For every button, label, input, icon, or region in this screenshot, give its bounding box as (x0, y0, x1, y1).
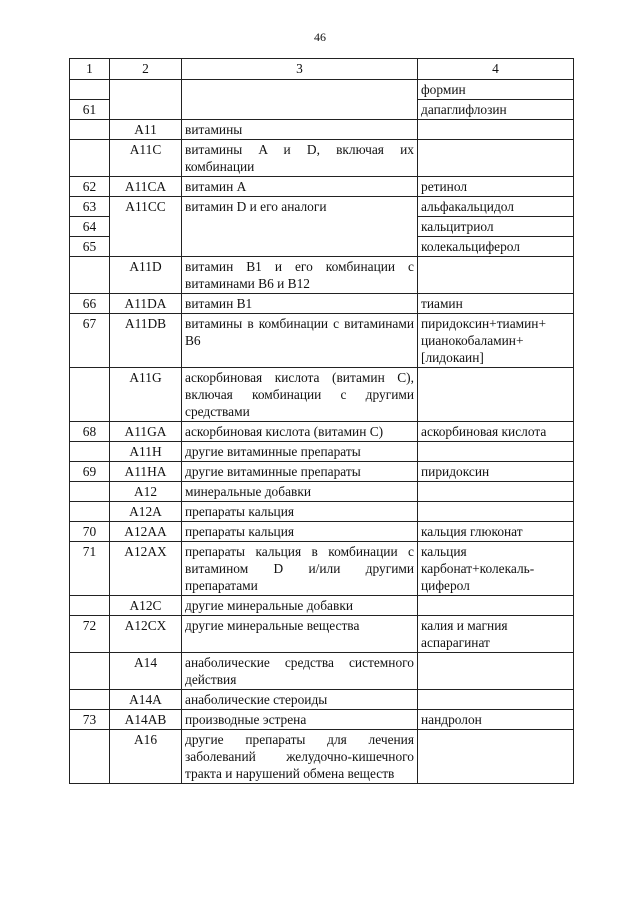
group-cell: препараты кальция в комбинации с витамином D и/или другими препаратами (182, 542, 418, 596)
table-row (70, 197, 574, 217)
group-cell: анаболические стероиды (182, 690, 418, 710)
table-row (70, 257, 574, 294)
group-cell: другие минеральные вещества (182, 616, 418, 653)
code-cell: A12 (110, 482, 182, 502)
table-row (70, 314, 574, 368)
table-row (70, 120, 574, 140)
group-cell: препараты кальция (182, 522, 418, 542)
drug-cell: нандролон (418, 710, 574, 730)
table-row (70, 616, 574, 653)
table-row (70, 596, 574, 616)
row-number-cell: 69 (70, 462, 110, 482)
code-cell: A12A (110, 502, 182, 522)
header-cell: 3 (182, 59, 418, 80)
row-number-cell: 68 (70, 422, 110, 442)
code-cell: A11DB (110, 314, 182, 368)
drug-cell: ретинол (418, 177, 574, 197)
code-cell: A11D (110, 257, 182, 294)
table-row (70, 294, 574, 314)
row-number-cell (70, 596, 110, 616)
code-cell: A11DA (110, 294, 182, 314)
drug-cell: формин (418, 80, 574, 100)
header-cell: 2 (110, 59, 182, 80)
code-cell: A14 (110, 653, 182, 690)
code-cell: A14A (110, 690, 182, 710)
group-cell: витамин A (182, 177, 418, 197)
row-number-cell (70, 502, 110, 522)
drug-cell (418, 690, 574, 710)
row-number-cell (70, 120, 110, 140)
code-cell: A12C (110, 596, 182, 616)
group-cell: минеральные добавки (182, 482, 418, 502)
table-row (70, 80, 574, 100)
code-cell: A11G (110, 368, 182, 422)
row-number-cell: 63 (70, 197, 110, 217)
drug-cell: аскорбиновая кислота (418, 422, 574, 442)
code-cell (110, 80, 182, 120)
page-number: 46 (314, 30, 326, 44)
group-cell: производные эстрена (182, 710, 418, 730)
code-cell: A16 (110, 730, 182, 784)
row-number-cell (70, 442, 110, 462)
table-row (70, 502, 574, 522)
drug-table (69, 58, 574, 784)
row-number-cell (70, 730, 110, 784)
drug-cell (418, 596, 574, 616)
group-cell: аскорбиновая кислота (витамин C), включая комбинации с другими средствами (182, 368, 418, 422)
drug-cell: тиамин (418, 294, 574, 314)
row-number-cell: 66 (70, 294, 110, 314)
table-row (70, 177, 574, 197)
row-number-cell (70, 80, 110, 100)
drug-cell (418, 730, 574, 784)
group-cell: другие препараты для лечения заболеваний желудочно-кишечного тракта и нарушений обмена веществ (182, 730, 418, 784)
code-cell: A11CC (110, 197, 182, 257)
table-row (70, 422, 574, 442)
table-row (70, 140, 574, 177)
group-cell: витамин B1 и его комбинации с витаминами B6 и B12 (182, 257, 418, 294)
header-row (70, 59, 574, 80)
drug-cell (418, 368, 574, 422)
row-number-cell (70, 368, 110, 422)
table-row (70, 690, 574, 710)
code-cell: A11GA (110, 422, 182, 442)
table-row (70, 710, 574, 730)
drug-cell (418, 482, 574, 502)
code-cell: A11HA (110, 462, 182, 482)
drug-cell (418, 257, 574, 294)
header-cell: 1 (70, 59, 110, 80)
group-cell: другие витаминные препараты (182, 462, 418, 482)
drug-cell: колекальциферол (418, 237, 574, 257)
code-cell: A11CA (110, 177, 182, 197)
row-number-cell: 72 (70, 616, 110, 653)
drug-cell (418, 653, 574, 690)
drug-cell: кальцитриол (418, 217, 574, 237)
row-number-cell: 64 (70, 217, 110, 237)
row-number-cell (70, 257, 110, 294)
row-number-cell (70, 653, 110, 690)
group-cell: другие витаминные препараты (182, 442, 418, 462)
drug-cell: дапаглифлозин (418, 100, 574, 120)
drug-cell: альфакальцидол (418, 197, 574, 217)
table-row (70, 542, 574, 596)
drug-cell (418, 140, 574, 177)
row-number-cell: 71 (70, 542, 110, 596)
table-row (70, 368, 574, 422)
group-cell (182, 80, 418, 120)
row-number-cell: 62 (70, 177, 110, 197)
group-cell: другие минеральные добавки (182, 596, 418, 616)
code-cell: A11C (110, 140, 182, 177)
drug-cell (418, 502, 574, 522)
group-cell: витамин D и его аналоги (182, 197, 418, 257)
group-cell: препараты кальция (182, 502, 418, 522)
drug-cell (418, 120, 574, 140)
row-number-cell: 67 (70, 314, 110, 368)
group-cell: аскорбиновая кислота (витамин C) (182, 422, 418, 442)
drug-cell: пиридоксин+тиамин+ цианокобаламин+ [лидокаин] (418, 314, 574, 368)
row-number-cell: 61 (70, 100, 110, 120)
row-number-cell: 65 (70, 237, 110, 257)
row-number-cell: 70 (70, 522, 110, 542)
header-cell: 4 (418, 59, 574, 80)
table-row (70, 653, 574, 690)
drug-cell (418, 442, 574, 462)
code-cell: A12AA (110, 522, 182, 542)
code-cell: A11 (110, 120, 182, 140)
code-cell: A12CX (110, 616, 182, 653)
table-row (70, 462, 574, 482)
table-row (70, 442, 574, 462)
group-cell: витамины A и D, включая их комбинации (182, 140, 418, 177)
table-row (70, 522, 574, 542)
row-number-cell (70, 140, 110, 177)
group-cell: анаболические средства системного действия (182, 653, 418, 690)
row-number-cell (70, 690, 110, 710)
code-cell: A14AB (110, 710, 182, 730)
group-cell: витамин B1 (182, 294, 418, 314)
drug-cell: кальция глюконат (418, 522, 574, 542)
code-cell: A12AX (110, 542, 182, 596)
group-cell: витамины в комбинации с витаминами B6 (182, 314, 418, 368)
drug-cell: калия и магния аспарагинат (418, 616, 574, 653)
drug-cell: кальция карбонат+колекаль- циферол (418, 542, 574, 596)
group-cell: витамины (182, 120, 418, 140)
code-cell: A11H (110, 442, 182, 462)
row-number-cell (70, 482, 110, 502)
drug-cell: пиридоксин (418, 462, 574, 482)
row-number-cell: 73 (70, 710, 110, 730)
table-row (70, 730, 574, 784)
table-row (70, 482, 574, 502)
